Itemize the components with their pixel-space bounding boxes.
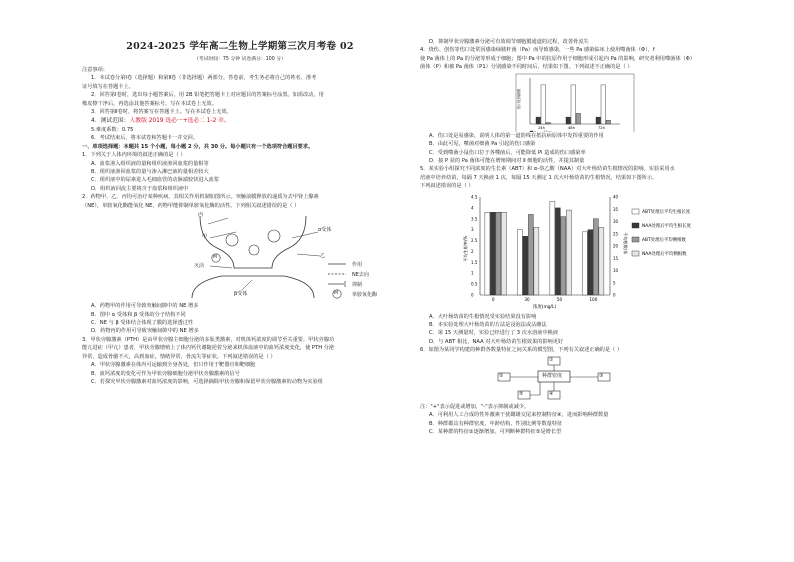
question-option: A．药物甲的作用可导致突触间隙中的 NE 增多 bbox=[91, 303, 199, 310]
y-tick-label: 2 bbox=[471, 248, 474, 254]
question-option: C．某种群的特征②逐渐增加，可判断种群特征⑤是增长型 bbox=[429, 429, 562, 436]
question-stem: 下列叙述错误的是（ ） bbox=[420, 183, 474, 190]
question-option: D．药物丙的作用可导致突触间隙中的 NE 增多 bbox=[91, 328, 199, 335]
question-stem: 培液中培养幼苗，每隔 7 天换液 1 次，每隔 15 天测定 1 次大叶杨幼苗的生根情况，结果如下图所示。 bbox=[420, 174, 658, 181]
y-tick-label: 4.5 bbox=[471, 194, 478, 200]
q5-chart-block bbox=[420, 191, 740, 313]
question-stem: 使 Pa 菌体上的 Pa 的分泌等形成于细胞；图中 Pa 中的抗原作用于细胞形成引起内 Pa 的影响，研究者利用噬菌体（Φ） bbox=[420, 55, 696, 62]
node-2: ② bbox=[499, 372, 504, 379]
legend-action: 作用 bbox=[352, 262, 363, 269]
bar-pa bbox=[546, 122, 551, 123]
question-stem: 能亢进症（甲亢）患者，甲状旁腺增殖上了体内钙代谢随逆着分泌来机体血液中的血钙浓度变化，使 PTH 分泌 bbox=[82, 345, 335, 352]
enzyme-m-label: M bbox=[213, 255, 217, 261]
leader-line bbox=[242, 280, 252, 290]
x-tick-label: 30 bbox=[524, 296, 530, 302]
y2-tick-label: 10 bbox=[613, 267, 619, 273]
leader-line bbox=[208, 218, 228, 224]
x-tick-label: 0 bbox=[491, 296, 495, 302]
question-option: A．血浆渗入组织液的量和组织液渗回血浆的量相等 bbox=[91, 160, 209, 167]
bar-series-3 bbox=[528, 214, 533, 295]
question-option: A．甲状旁腺激素在体内可运输到全身各处，但只作用于靶器官和靶细胞 bbox=[91, 362, 256, 369]
node-3: ③ bbox=[599, 372, 604, 379]
question-option: D．接 P 获的 Pa 菌体可能在增殖期间对 Ⅱ 细胞的活性，并提其制量 bbox=[429, 157, 585, 164]
y-tick-label: 2.5 bbox=[471, 237, 478, 243]
question-option: C．组织液中的尿素进入毛细血管的动脉端较快进入血浆 bbox=[91, 177, 220, 184]
x-tick-label: 50 bbox=[556, 296, 563, 302]
question-stem: 1．下列关于人体内环境的叙述正确的是（ ） bbox=[82, 152, 186, 159]
question-option: C．NE 与 β 受体结合体现了膜的选择透过性 bbox=[91, 319, 194, 326]
q4-chart-block bbox=[420, 72, 740, 132]
question-option: B．种群都具有种群密度、年龄结构、性别比例等数量特征 bbox=[429, 420, 563, 427]
bacteria-chart bbox=[420, 72, 740, 132]
notice-item: 橡皮擦干净后，再选涂其他答案标号。写在本试卷上无效。 bbox=[82, 100, 217, 107]
legend-label bbox=[534, 131, 536, 132]
notice-label: 注意事项： bbox=[82, 67, 108, 73]
question-option: C．第 15 天测量时，实验已经进行了 3 次水溶液中换液 bbox=[429, 330, 559, 337]
leader-line bbox=[297, 254, 320, 256]
bar-p bbox=[566, 117, 571, 124]
y-tick-label: 4 bbox=[471, 205, 474, 211]
vesicle bbox=[268, 230, 280, 242]
label-yi: 乙 bbox=[320, 253, 326, 260]
legend-swatch bbox=[632, 223, 639, 228]
population-diagram bbox=[420, 355, 740, 403]
question-option: B．组织液渗回血浆的量与渗入淋巴液的量相差较大 bbox=[91, 169, 209, 176]
right-column bbox=[420, 38, 740, 436]
question-option: B．由此可见，噬菌对细菌 Pa 引起的伤口感染 bbox=[429, 141, 536, 148]
node-5: ⑤ bbox=[519, 390, 524, 397]
bar-series-3 bbox=[561, 216, 566, 294]
y2-tick-label: 0 bbox=[613, 292, 616, 298]
question-option: B．图中 α 受体和 β 受体的分子结构不同 bbox=[91, 311, 186, 318]
bar-series-1 bbox=[517, 229, 522, 294]
population-svg bbox=[420, 355, 740, 403]
legend-inhibit: 抑制 bbox=[352, 282, 363, 289]
bar-series-2 bbox=[523, 236, 528, 295]
notice-item: 2．回答第Ⅰ卷时，选出每小题答案后，用 2B 铅笔把答题卡上对应题目的答案标号涂黑。如需改动，用 bbox=[91, 92, 324, 99]
bar-series-4 bbox=[599, 227, 604, 295]
y2-tick-label: 5 bbox=[613, 279, 616, 285]
question-stem: 菌体（P）和被 Pa 菌体（P1）分别感染不同时间后，结果如下图。下列叙述不正确的是（ ） bbox=[420, 64, 633, 71]
question-stem: 3．甲状旁腺激素（PTH）是由甲状旁腺主细胞分泌的多肽类激素，对机体钙浓度的调节至关重要。甲状旁腺功 bbox=[82, 336, 335, 343]
bar-pa bbox=[606, 120, 611, 124]
y-tick-label: 1.5 bbox=[471, 259, 478, 265]
label-jia: 甲 bbox=[202, 234, 208, 241]
question-option: B．血钙浓度的变化可作为甲状旁腺细胞分泌甲状旁腺激素的信号 bbox=[91, 370, 240, 377]
legend-swatch bbox=[530, 131, 533, 132]
legend-swatch bbox=[632, 237, 639, 242]
section-heading: 一、单项选择题：本题共 15 个小题，每小题 2 分，共 30 分。每小题只有一个选项符合题目要求。 bbox=[82, 143, 314, 150]
x-tick-label: 24h bbox=[538, 125, 545, 130]
legend-label bbox=[548, 131, 552, 132]
label-bing: 丙 bbox=[198, 212, 204, 219]
vesicle bbox=[226, 234, 238, 246]
legend-label: NAA处理后平均侧根数 bbox=[642, 251, 687, 257]
legend-label: ABT处理后平均生根长度 bbox=[642, 209, 691, 215]
notice-item: 6．考试结束后，将本试卷和答题卡一并交回。 bbox=[91, 135, 199, 142]
y-axis-label: 平均生根率/% bbox=[463, 235, 468, 262]
bar-series-1 bbox=[582, 231, 587, 294]
synapse-svg bbox=[82, 210, 398, 302]
x-axis-label: 浓度(mg/L) bbox=[533, 304, 557, 310]
bar-series-3 bbox=[496, 212, 501, 295]
synapse-diagram bbox=[82, 210, 398, 302]
bar-series-1 bbox=[550, 201, 555, 295]
notice-item-scope: 4．测试范围：人教版 2019 选必一+选必二 1-2 章。 bbox=[91, 117, 230, 124]
question-option: A．可利用人工合成的性外激素干扰雌雄交尾来控制特征④，进而影响种群数量 bbox=[429, 412, 609, 419]
y2-tick-label: 40 bbox=[613, 194, 619, 200]
question-stem: 4．烧伤、创伤等伤口处常因感染绿脓杆菌（Pa）而导致感染，一些 Pa 感染临床上使用噬菌体（Φ），f bbox=[420, 47, 655, 54]
y-tick-label: 3.5 bbox=[471, 215, 478, 221]
question-option: D．抑制甲状旁腺激素分泌可有效调节细胞膜通道的过程，改善骨流失 bbox=[429, 39, 589, 45]
legend-ne-fate: NE去向 bbox=[352, 272, 369, 279]
question-option: A．大叶杨幼苗的生根情况受实验结果没有影响 bbox=[429, 313, 537, 320]
node-4: ④ bbox=[549, 390, 554, 397]
notice-item: 1．本试卷分第Ⅰ卷（选择题）和第Ⅱ卷（非选择题）两部分。答卷前，考生务必将自己的姓名、准考 bbox=[91, 75, 317, 82]
legend-swatch bbox=[544, 131, 547, 132]
page-subtitle: （考试时间：75 分钟 试卷满分：100 分） bbox=[194, 57, 286, 62]
bar-series-1 bbox=[485, 212, 490, 295]
node-1: ① bbox=[549, 356, 554, 363]
label-alpha-receptor: α受体 bbox=[318, 227, 332, 234]
bar-series-2 bbox=[555, 208, 560, 295]
bar-p bbox=[596, 117, 601, 124]
notice-item: 3．回答第Ⅱ卷时，将答案写在答题卡上。写在本试卷上无效。 bbox=[91, 109, 232, 116]
y-tick-label: 0 bbox=[471, 292, 474, 298]
question-option: B．本实验处理大叶杨幼苗的方法是浸泡法或沾蘸法 bbox=[429, 322, 547, 329]
question-option: C．受到噬菌小鼠伤口位于各噬菌后，可能降低 Pi 造成的伤口感染率 bbox=[429, 149, 586, 156]
legend-swatch bbox=[632, 209, 639, 214]
bar-series-4 bbox=[534, 227, 539, 295]
y2-tick-label: 25 bbox=[613, 230, 619, 236]
y2-tick-label: 30 bbox=[613, 218, 619, 224]
left-column bbox=[82, 66, 398, 386]
bar-p1 bbox=[571, 85, 576, 124]
bar-series-3 bbox=[593, 218, 598, 294]
notice-item: 5.难度系数：0.75 bbox=[91, 126, 134, 133]
y-tick-label: 0.5 bbox=[471, 281, 478, 287]
y2-tick-label: 15 bbox=[613, 255, 619, 261]
notice-item: 证号填写在答题卡上。 bbox=[82, 83, 134, 90]
legend-label: NAA处理后平均生根长度 bbox=[642, 223, 691, 229]
question-stem: 5．某实验小组探究不同浓度的生长素（ABT）和 α-萘乙酸（NAA）对大叶杨幼苗生根情况的影响。实验采用水 bbox=[420, 166, 675, 173]
bar-series-4 bbox=[501, 212, 506, 295]
leader-line bbox=[292, 232, 318, 238]
y2-axis-label: 平均根数/条 bbox=[623, 231, 628, 254]
y-axis-label: 伤口处细菌数 bbox=[517, 88, 521, 109]
question-option: A．伤口处是易感染，说明人体的第一道防线在抵抗病原体中发挥重要的作用 bbox=[429, 132, 604, 139]
vesicle bbox=[249, 245, 259, 255]
question-stem: 异常，造成骨骼不大，高到血症，情绪异常，骨流失等症状。下列叙述错误的是（ ） bbox=[82, 353, 276, 360]
diagram-note: 注："+"表示促进或增加，"-"表示抑制或减少。 bbox=[420, 403, 530, 410]
scope-highlight: 人教版 2019 选必一+选必二 1-2 章。 bbox=[129, 117, 230, 124]
y-tick-label: 1 bbox=[471, 270, 474, 276]
question-option: C．若探究甲状旁腺激素对血钙浓度的影响，可选择摘除甲状旁腺和保留甲状旁腺激素的动物为实验组 bbox=[91, 378, 323, 385]
x-tick-label: 48h bbox=[568, 125, 575, 130]
bar-p1 bbox=[541, 85, 546, 124]
bar-series-2 bbox=[490, 212, 495, 295]
leader-line bbox=[210, 266, 232, 268]
question-option: D．与 ABT 相比，NAA 对大叶杨幼苗生根效果的影响更好 bbox=[429, 338, 564, 345]
question-option: D．组织液回流主要将含于血浆和组织液中 bbox=[91, 185, 189, 192]
y2-tick-label: 20 bbox=[613, 243, 619, 249]
legend-swatch bbox=[632, 251, 639, 256]
y2-tick-label: 35 bbox=[613, 206, 619, 212]
bar-p1 bbox=[601, 85, 606, 124]
bar-series-4 bbox=[566, 210, 571, 295]
bar-series-2 bbox=[588, 229, 593, 294]
bar-pa bbox=[576, 113, 581, 124]
page-title: 2024-2025 学年高二生物上学期第三次月考卷 02 bbox=[126, 41, 354, 52]
question-stem: 6．如图为某同学构建的种群各数量特征之间关系的模型图，下列有关叙述正确的是（ ） bbox=[420, 347, 623, 354]
center-node: 种群密度 bbox=[542, 372, 563, 379]
y-tick-label: 3 bbox=[471, 226, 474, 232]
postsynaptic-membrane bbox=[192, 276, 314, 298]
legend-enzyme: 单胺氧化酶 bbox=[352, 292, 378, 299]
x-tick-label: 72h bbox=[598, 125, 605, 130]
question-stem: 2．药物甲、乙、丙均可治疗某种疾病，其相关作用机制如图所示。突触前膜释放的递质为去甲肾上腺素 bbox=[82, 194, 319, 201]
rooting-chart bbox=[420, 191, 740, 313]
bar-p bbox=[536, 117, 541, 124]
x-tick-label: 100 bbox=[589, 296, 598, 302]
label-inactivate: 灭活 bbox=[194, 263, 205, 270]
leader-line bbox=[210, 232, 236, 238]
legend-label: ABT处理后平均侧根数 bbox=[642, 237, 686, 243]
arrow-line bbox=[530, 382, 540, 395]
label-beta-receptor: β受体 bbox=[234, 291, 248, 298]
legend-m-label: M bbox=[334, 291, 338, 297]
question-stem: （NE），单胺氧化酶能氧化 NE，药物甲能抑制单胺氧化酶的活性。下列相关叙述错误的是（ ） bbox=[82, 202, 300, 209]
